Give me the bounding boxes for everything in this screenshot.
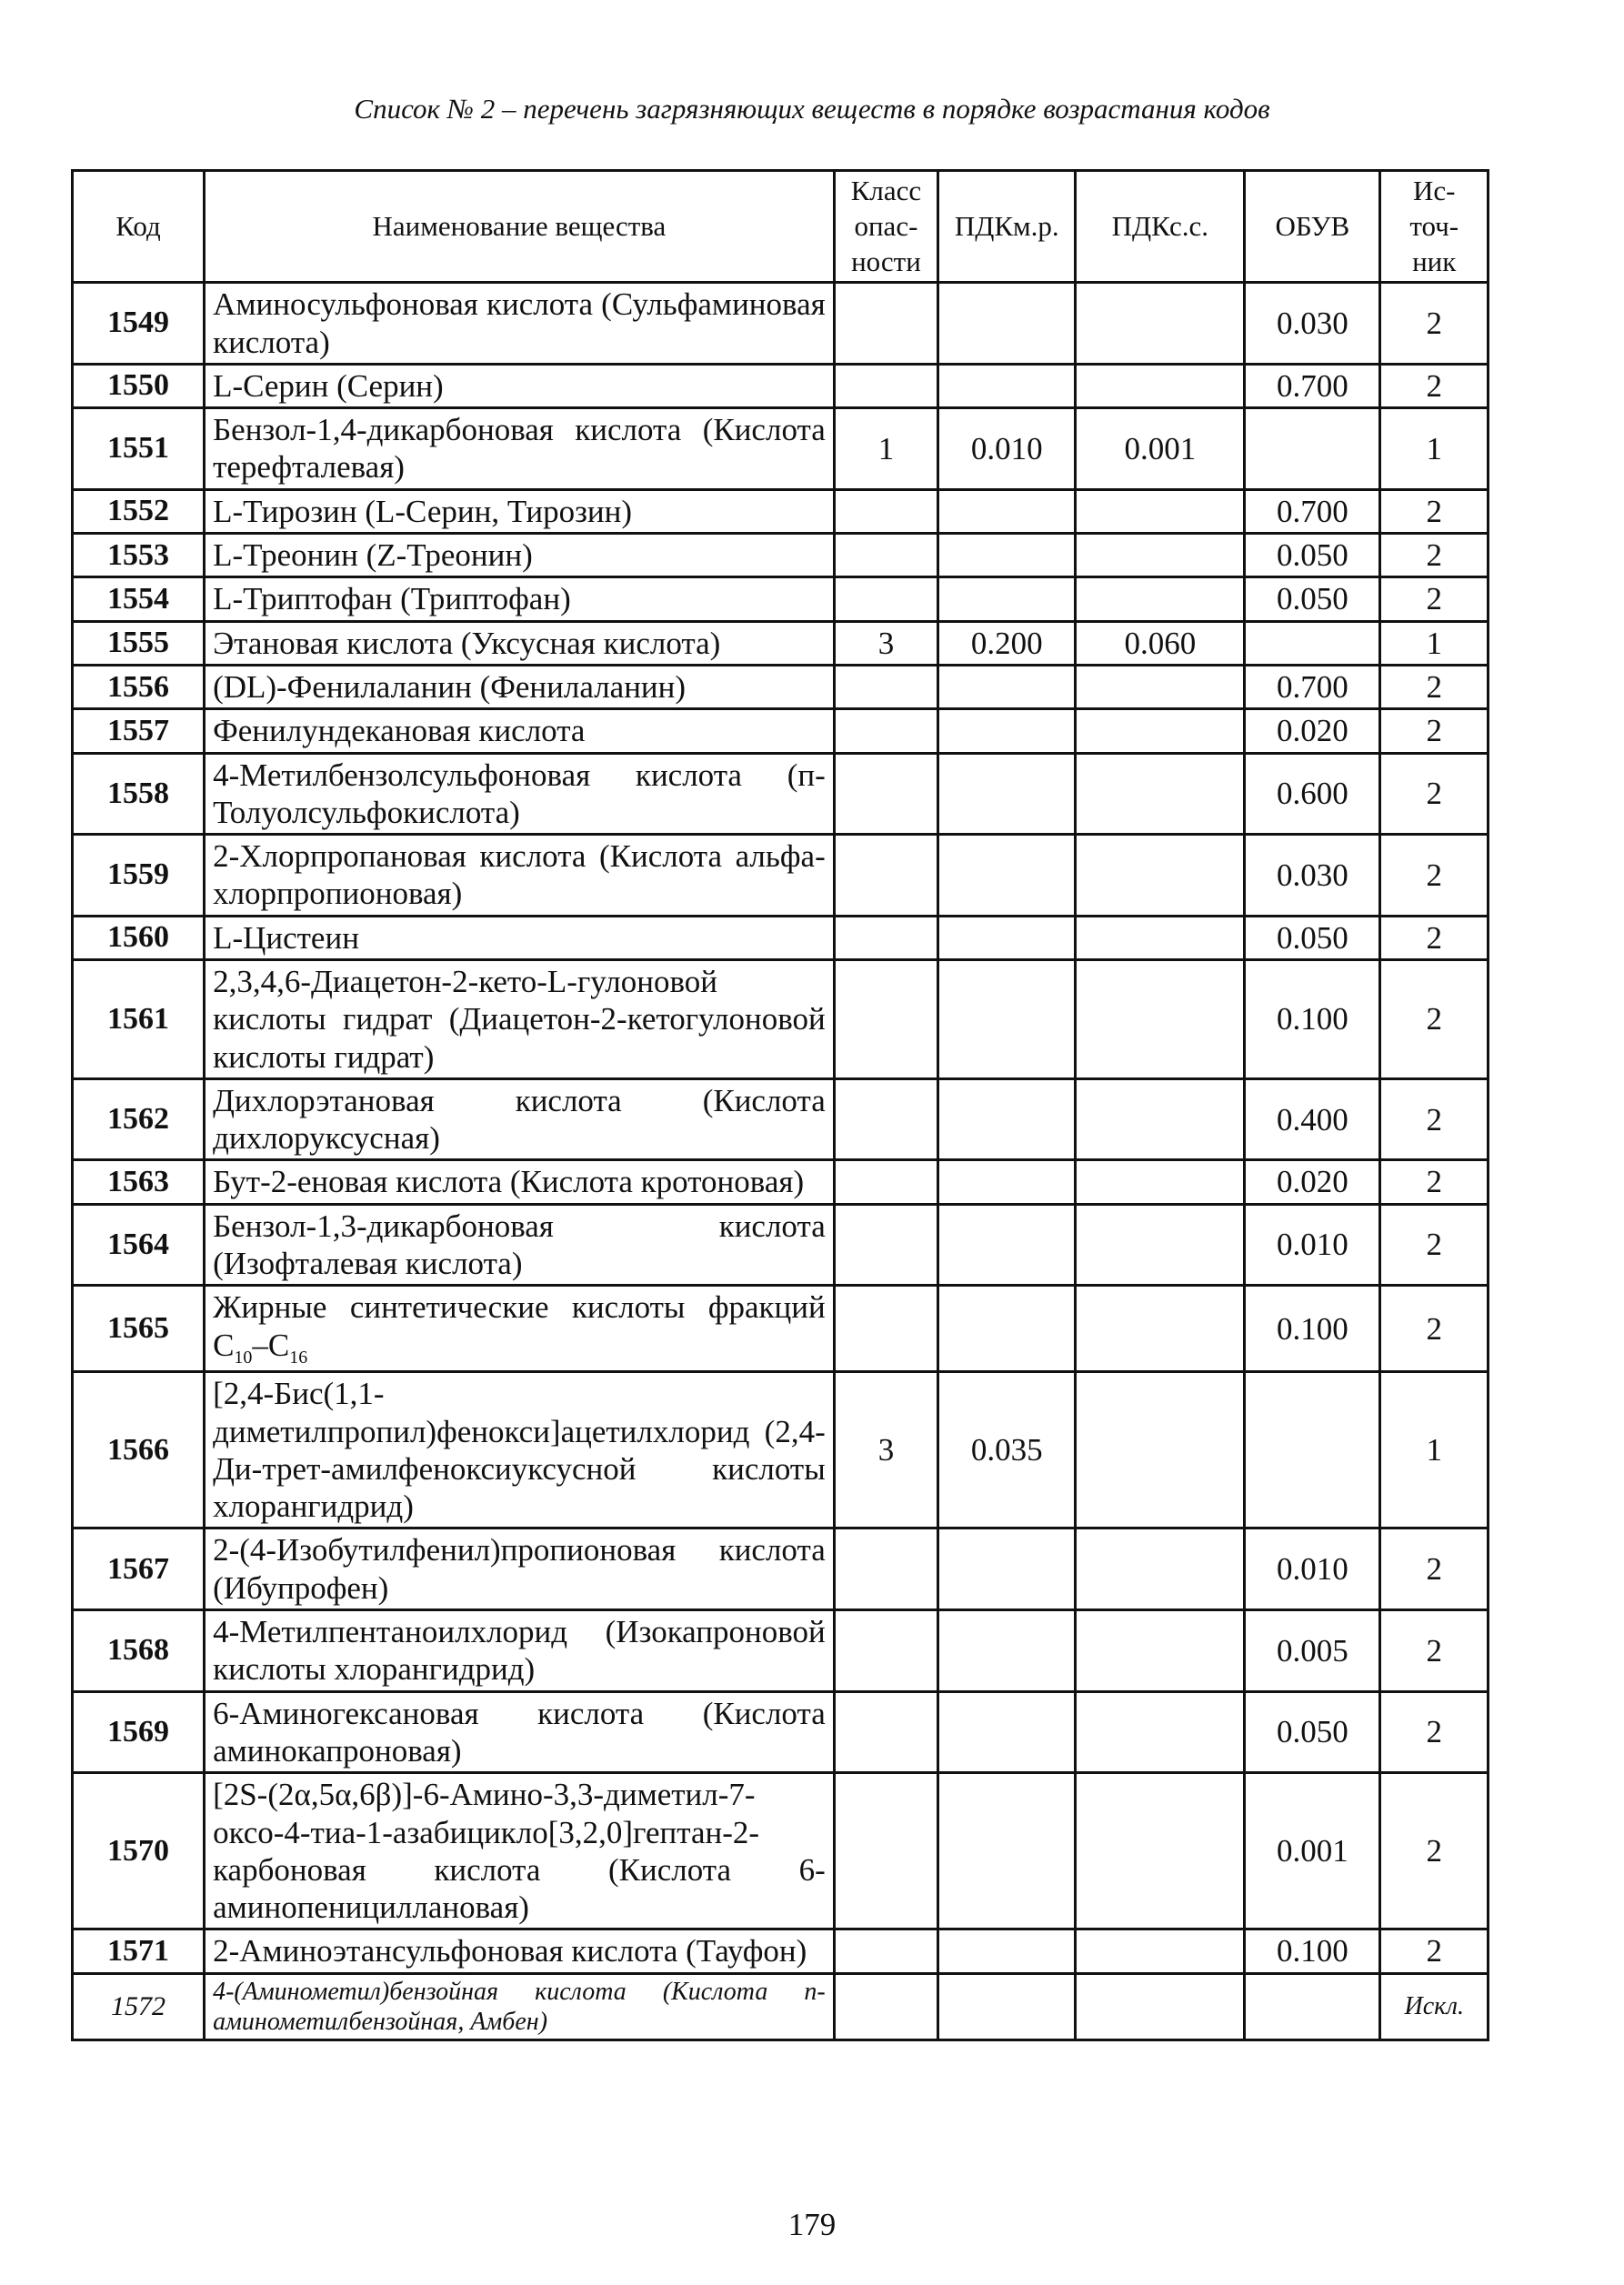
cell-name: L-Цистеин: [205, 916, 835, 959]
cell-obuv: 0.020: [1245, 1160, 1380, 1204]
cell-hazard-class: [834, 489, 937, 533]
cell-name: [2,4-Бис(1,1-диметилпропил)фенокси]ацетилхлорид (2,4-Ди-трет-амилфеноксиуксусной кислоты хлорангидрид): [205, 1372, 835, 1528]
cell-obuv: 0.050: [1245, 577, 1380, 621]
cell-source: 2: [1380, 1773, 1489, 1929]
cell-hazard-class: [834, 960, 937, 1079]
cell-name-text: Жирные синтетические кислоты фракций: [213, 1289, 826, 1326]
cell-name: 4-Метилпентаноилхлорид (Изокапроновой кислоты хлорангидрид): [205, 1610, 835, 1692]
cell-pdk-ss: [1076, 283, 1245, 365]
cell-source: 2: [1380, 960, 1489, 1079]
table-row: [73, 1528, 1489, 1610]
cell-name: (DL)-Фенилаланин (Фенилаланин): [205, 665, 835, 708]
cell-source: 1: [1380, 621, 1489, 665]
cell-hazard-class: [834, 753, 937, 835]
table-row: [73, 534, 1489, 577]
cell-pdk-ss: 0.060: [1076, 621, 1245, 665]
cell-pdk-ss: [1076, 665, 1245, 708]
cell-obuv: 0.010: [1245, 1528, 1380, 1610]
cell-obuv: 0.030: [1245, 835, 1380, 917]
cell-pdk-ss: [1076, 1372, 1245, 1528]
cell-source: 2: [1380, 835, 1489, 917]
cell-code: 1557: [73, 709, 205, 753]
table-row: [73, 916, 1489, 959]
cell-code: 1567: [73, 1528, 205, 1610]
cell-obuv: 0.700: [1245, 364, 1380, 407]
cell-pdk-mr: [938, 1160, 1076, 1204]
table-row: [73, 364, 1489, 407]
cell-pdk-mr: [938, 364, 1076, 407]
table-row: [73, 283, 1489, 365]
cell-source: 2: [1380, 1286, 1489, 1372]
cell-pdk-ss: [1076, 753, 1245, 835]
cell-hazard-class: [834, 1610, 937, 1692]
cell-pdk-ss: [1076, 709, 1245, 753]
cell-code: 1560: [73, 916, 205, 959]
cell-name: 6-Аминогексановая кислота (Кислота аминокапроновая): [205, 1691, 835, 1773]
cell-obuv: 0.010: [1245, 1204, 1380, 1286]
cell-pdk-ss: [1076, 1929, 1245, 1973]
cell-pdk-mr: [938, 960, 1076, 1079]
cell-pdk-mr: [938, 534, 1076, 577]
cell-name: L-Треонин (Z-Треонин): [205, 534, 835, 577]
cell-pdk-mr: [938, 835, 1076, 917]
table-row: [73, 408, 1489, 490]
cell-obuv: [1245, 1973, 1380, 2039]
cell-pdk-mr: [938, 753, 1076, 835]
cell-code: 1555: [73, 621, 205, 665]
cell-pdk-mr: [938, 489, 1076, 533]
cell-source: 2: [1380, 534, 1489, 577]
cell-code: 1569: [73, 1691, 205, 1773]
cell-hazard-class: [834, 577, 937, 621]
cell-pdk-mr: [938, 709, 1076, 753]
cell-obuv: [1245, 408, 1380, 490]
cell-hazard-class: [834, 916, 937, 959]
cell-name: 2-Аминоэтансульфоновая кислота (Тауфон): [205, 1929, 835, 1973]
cell-pdk-mr: 0.200: [938, 621, 1076, 665]
cell-hazard-class: [834, 364, 937, 407]
cell-source: 2: [1380, 1204, 1489, 1286]
cell-name: Бут-2-еновая кислота (Кислота кротоновая): [205, 1160, 835, 1204]
cell-code: 1572: [73, 1973, 205, 2039]
cell-pdk-ss: [1076, 577, 1245, 621]
cell-obuv: 0.100: [1245, 1286, 1380, 1372]
cell-pdk-ss: [1076, 835, 1245, 917]
cell-obuv: 0.020: [1245, 709, 1380, 753]
table-row: [73, 621, 1489, 665]
cell-hazard-class: [834, 1286, 937, 1372]
cell-name: 2-Хлорпропановая кислота (Кислота альфа-хлорпропионовая): [205, 835, 835, 917]
cell-name: Дихлорэтановая кислота (Кислота дихлоруксусная): [205, 1078, 835, 1160]
cell-name: Жирные синтетические кислоты фракций $C_{10}-C_{16}$: [205, 1286, 835, 1372]
cell-name: Бензол-1,3-дикарбоновая кислота (Изофталевая кислота): [205, 1204, 835, 1286]
header-pdk-mr: ПДКм.р.: [938, 171, 1076, 283]
table-row: [73, 1160, 1489, 1204]
cell-code: 1556: [73, 665, 205, 708]
cell-name: 4-Метилбензолсульфоновая кислота (п-Толуолсульфокислота): [205, 753, 835, 835]
cell-source: 2: [1380, 753, 1489, 835]
cell-obuv: 0.050: [1245, 916, 1380, 959]
table-row: [73, 835, 1489, 917]
cell-pdk-ss: [1076, 1160, 1245, 1204]
cell-obuv: 0.600: [1245, 753, 1380, 835]
header-source: Ис-точ-ник: [1380, 171, 1489, 283]
cell-obuv: 0.030: [1245, 283, 1380, 365]
cell-hazard-class: [834, 283, 937, 365]
cell-obuv: 0.400: [1245, 1078, 1380, 1160]
cell-pdk-mr: 0.010: [938, 408, 1076, 490]
cell-hazard-class: 3: [834, 621, 937, 665]
cell-code: 1563: [73, 1160, 205, 1204]
cell-name: Бензол-1,4-дикарбоновая кислота (Кислота терефталевая): [205, 408, 835, 490]
cell-source: 2: [1380, 1528, 1489, 1610]
cell-source: 2: [1380, 1691, 1489, 1773]
cell-hazard-class: [834, 1078, 937, 1160]
cell-hazard-class: [834, 1160, 937, 1204]
cell-pdk-mr: [938, 916, 1076, 959]
cell-source: 2: [1380, 916, 1489, 959]
cell-pdk-ss: [1076, 489, 1245, 533]
cell-obuv: [1245, 1372, 1380, 1528]
cell-source: 2: [1380, 489, 1489, 533]
cell-code: 1570: [73, 1773, 205, 1929]
cell-code: 1550: [73, 364, 205, 407]
cell-hazard-class: [834, 534, 937, 577]
header-row: [73, 171, 1489, 283]
cell-source: 2: [1380, 1610, 1489, 1692]
cell-code: 1549: [73, 283, 205, 365]
header-hazard-class: Класс опас-ности: [834, 171, 937, 283]
cell-pdk-ss: [1076, 1610, 1245, 1692]
cell-obuv: 0.005: [1245, 1610, 1380, 1692]
table-row: [73, 1204, 1489, 1286]
table-row: [73, 1078, 1489, 1160]
table-row: [73, 1773, 1489, 1929]
cell-pdk-ss: [1076, 960, 1245, 1079]
cell-hazard-class: [834, 1773, 937, 1929]
cell-source: 1: [1380, 408, 1489, 490]
cell-obuv: [1245, 621, 1380, 665]
cell-name: L-Триптофан (Триптофан): [205, 577, 835, 621]
cell-obuv: 0.050: [1245, 534, 1380, 577]
cell-pdk-mr: [938, 577, 1076, 621]
table-row: [73, 665, 1489, 708]
table-row: [73, 1286, 1489, 1372]
cell-pdk-ss: [1076, 1773, 1245, 1929]
cell-pdk-mr: [938, 1078, 1076, 1160]
cell-pdk-mr: [938, 1691, 1076, 1773]
cell-source: 2: [1380, 709, 1489, 753]
table-body: [73, 283, 1489, 2040]
cell-code: 1566: [73, 1372, 205, 1528]
table-row: [73, 753, 1489, 835]
cell-pdk-mr: [938, 1204, 1076, 1286]
cell-source: 2: [1380, 665, 1489, 708]
cell-pdk-ss: [1076, 364, 1245, 407]
table-row: [73, 1929, 1489, 1973]
cell-code: 1553: [73, 534, 205, 577]
cell-hazard-class: [834, 1204, 937, 1286]
cell-obuv: 0.001: [1245, 1773, 1380, 1929]
cell-hazard-class: [834, 1691, 937, 1773]
cell-name: 2-(4-Изобутилфенил)пропионовая кислота (Ибупрофен): [205, 1528, 835, 1610]
cell-name: 4-(Аминометил)бензойная кислота (Кислота п-аминометилбензойная, Амбен): [205, 1973, 835, 2039]
cell-hazard-class: [834, 709, 937, 753]
page-header: Список № 2 – перечень загрязняющих веществ в порядке возрастания кодов: [354, 93, 1270, 125]
cell-code: 1554: [73, 577, 205, 621]
cell-code: 1571: [73, 1929, 205, 1973]
cell-obuv: 0.700: [1245, 489, 1380, 533]
header-obuv: ОБУВ: [1245, 171, 1380, 283]
cell-name: 2,3,4,6-Диацетон-2-кето-L-гулоновой кислоты гидрат (Диацетон-2-кетогулоновой кислоты гидрат): [205, 960, 835, 1079]
cell-name: L-Тирозин (L-Серин, Тирозин): [205, 489, 835, 533]
cell-obuv: 0.700: [1245, 665, 1380, 708]
cell-pdk-mr: [938, 1610, 1076, 1692]
table-row: [73, 709, 1489, 753]
header-pdk-ss: ПДКс.с.: [1076, 171, 1245, 283]
cell-name-subscript: 10: [234, 1347, 253, 1368]
cell-pdk-mr: [938, 665, 1076, 708]
cell-pdk-ss: [1076, 1691, 1245, 1773]
header-code: Код: [73, 171, 205, 283]
cell-source: 2: [1380, 364, 1489, 407]
cell-pdk-mr: [938, 283, 1076, 365]
cell-hazard-class: [834, 665, 937, 708]
cell-pdk-ss: [1076, 1286, 1245, 1372]
cell-name: L-Серин (Серин): [205, 364, 835, 407]
table-row: [73, 960, 1489, 1079]
cell-pdk-ss: [1076, 1078, 1245, 1160]
cell-hazard-class: [834, 1973, 937, 2039]
cell-source: 2: [1380, 283, 1489, 365]
cell-hazard-class: 1: [834, 408, 937, 490]
cell-source: Искл.: [1380, 1973, 1489, 2039]
cell-code: 1562: [73, 1078, 205, 1160]
cell-pdk-ss: [1076, 916, 1245, 959]
table-row: [73, 577, 1489, 621]
cell-code: 1565: [73, 1286, 205, 1372]
cell-pdk-mr: [938, 1528, 1076, 1610]
cell-pdk-mr: [938, 1973, 1076, 2039]
cell-obuv: 0.100: [1245, 1929, 1380, 1973]
cell-hazard-class: [834, 1528, 937, 1610]
cell-name-text: –C: [252, 1327, 290, 1363]
table-row: [73, 1691, 1489, 1773]
cell-pdk-mr: 0.035: [938, 1372, 1076, 1528]
cell-name: [2S-(2α,5α,6β)]-6-Амино-3,3-диметил-7-оксо-4-тиа-1-азабицикло[3,2,0]гептан-2-карбоновая кислота (Кислота 6-аминопенициллановая): [205, 1773, 835, 1929]
table-row: [73, 1973, 1489, 2039]
cell-obuv: 0.100: [1245, 960, 1380, 1079]
cell-code: 1559: [73, 835, 205, 917]
cell-code: 1564: [73, 1204, 205, 1286]
cell-code: 1558: [73, 753, 205, 835]
cell-pdk-mr: [938, 1773, 1076, 1929]
cell-obuv: 0.050: [1245, 1691, 1380, 1773]
cell-code: 1552: [73, 489, 205, 533]
substances-table: [71, 169, 1489, 2041]
cell-pdk-ss: [1076, 534, 1245, 577]
cell-pdk-mr: [938, 1929, 1076, 1973]
cell-pdk-mr: [938, 1286, 1076, 1372]
cell-source: 2: [1380, 1160, 1489, 1204]
table-row: [73, 1610, 1489, 1692]
cell-name-subscript: 16: [289, 1347, 308, 1368]
cell-pdk-ss: [1076, 1528, 1245, 1610]
cell-source: 1: [1380, 1372, 1489, 1528]
header-name: Наименование вещества: [205, 171, 835, 283]
cell-code: 1561: [73, 960, 205, 1079]
cell-name: Этановая кислота (Уксусная кислота): [205, 621, 835, 665]
cell-name: Аминосульфоновая кислота (Сульфаминовая кислота): [205, 283, 835, 365]
cell-hazard-class: [834, 835, 937, 917]
table-row: [73, 489, 1489, 533]
cell-source: 2: [1380, 1929, 1489, 1973]
cell-pdk-ss: 0.001: [1076, 408, 1245, 490]
cell-hazard-class: [834, 1929, 937, 1973]
cell-hazard-class: 3: [834, 1372, 937, 1528]
cell-name: Фенилундекановая кислота: [205, 709, 835, 753]
cell-code: 1568: [73, 1610, 205, 1692]
cell-pdk-ss: [1076, 1204, 1245, 1286]
cell-pdk-ss: [1076, 1973, 1245, 2039]
cell-code: 1551: [73, 408, 205, 490]
page-number: 179: [787, 2207, 837, 2242]
cell-source: 2: [1380, 577, 1489, 621]
cell-source: 2: [1380, 1078, 1489, 1160]
table-row: [73, 1372, 1489, 1528]
